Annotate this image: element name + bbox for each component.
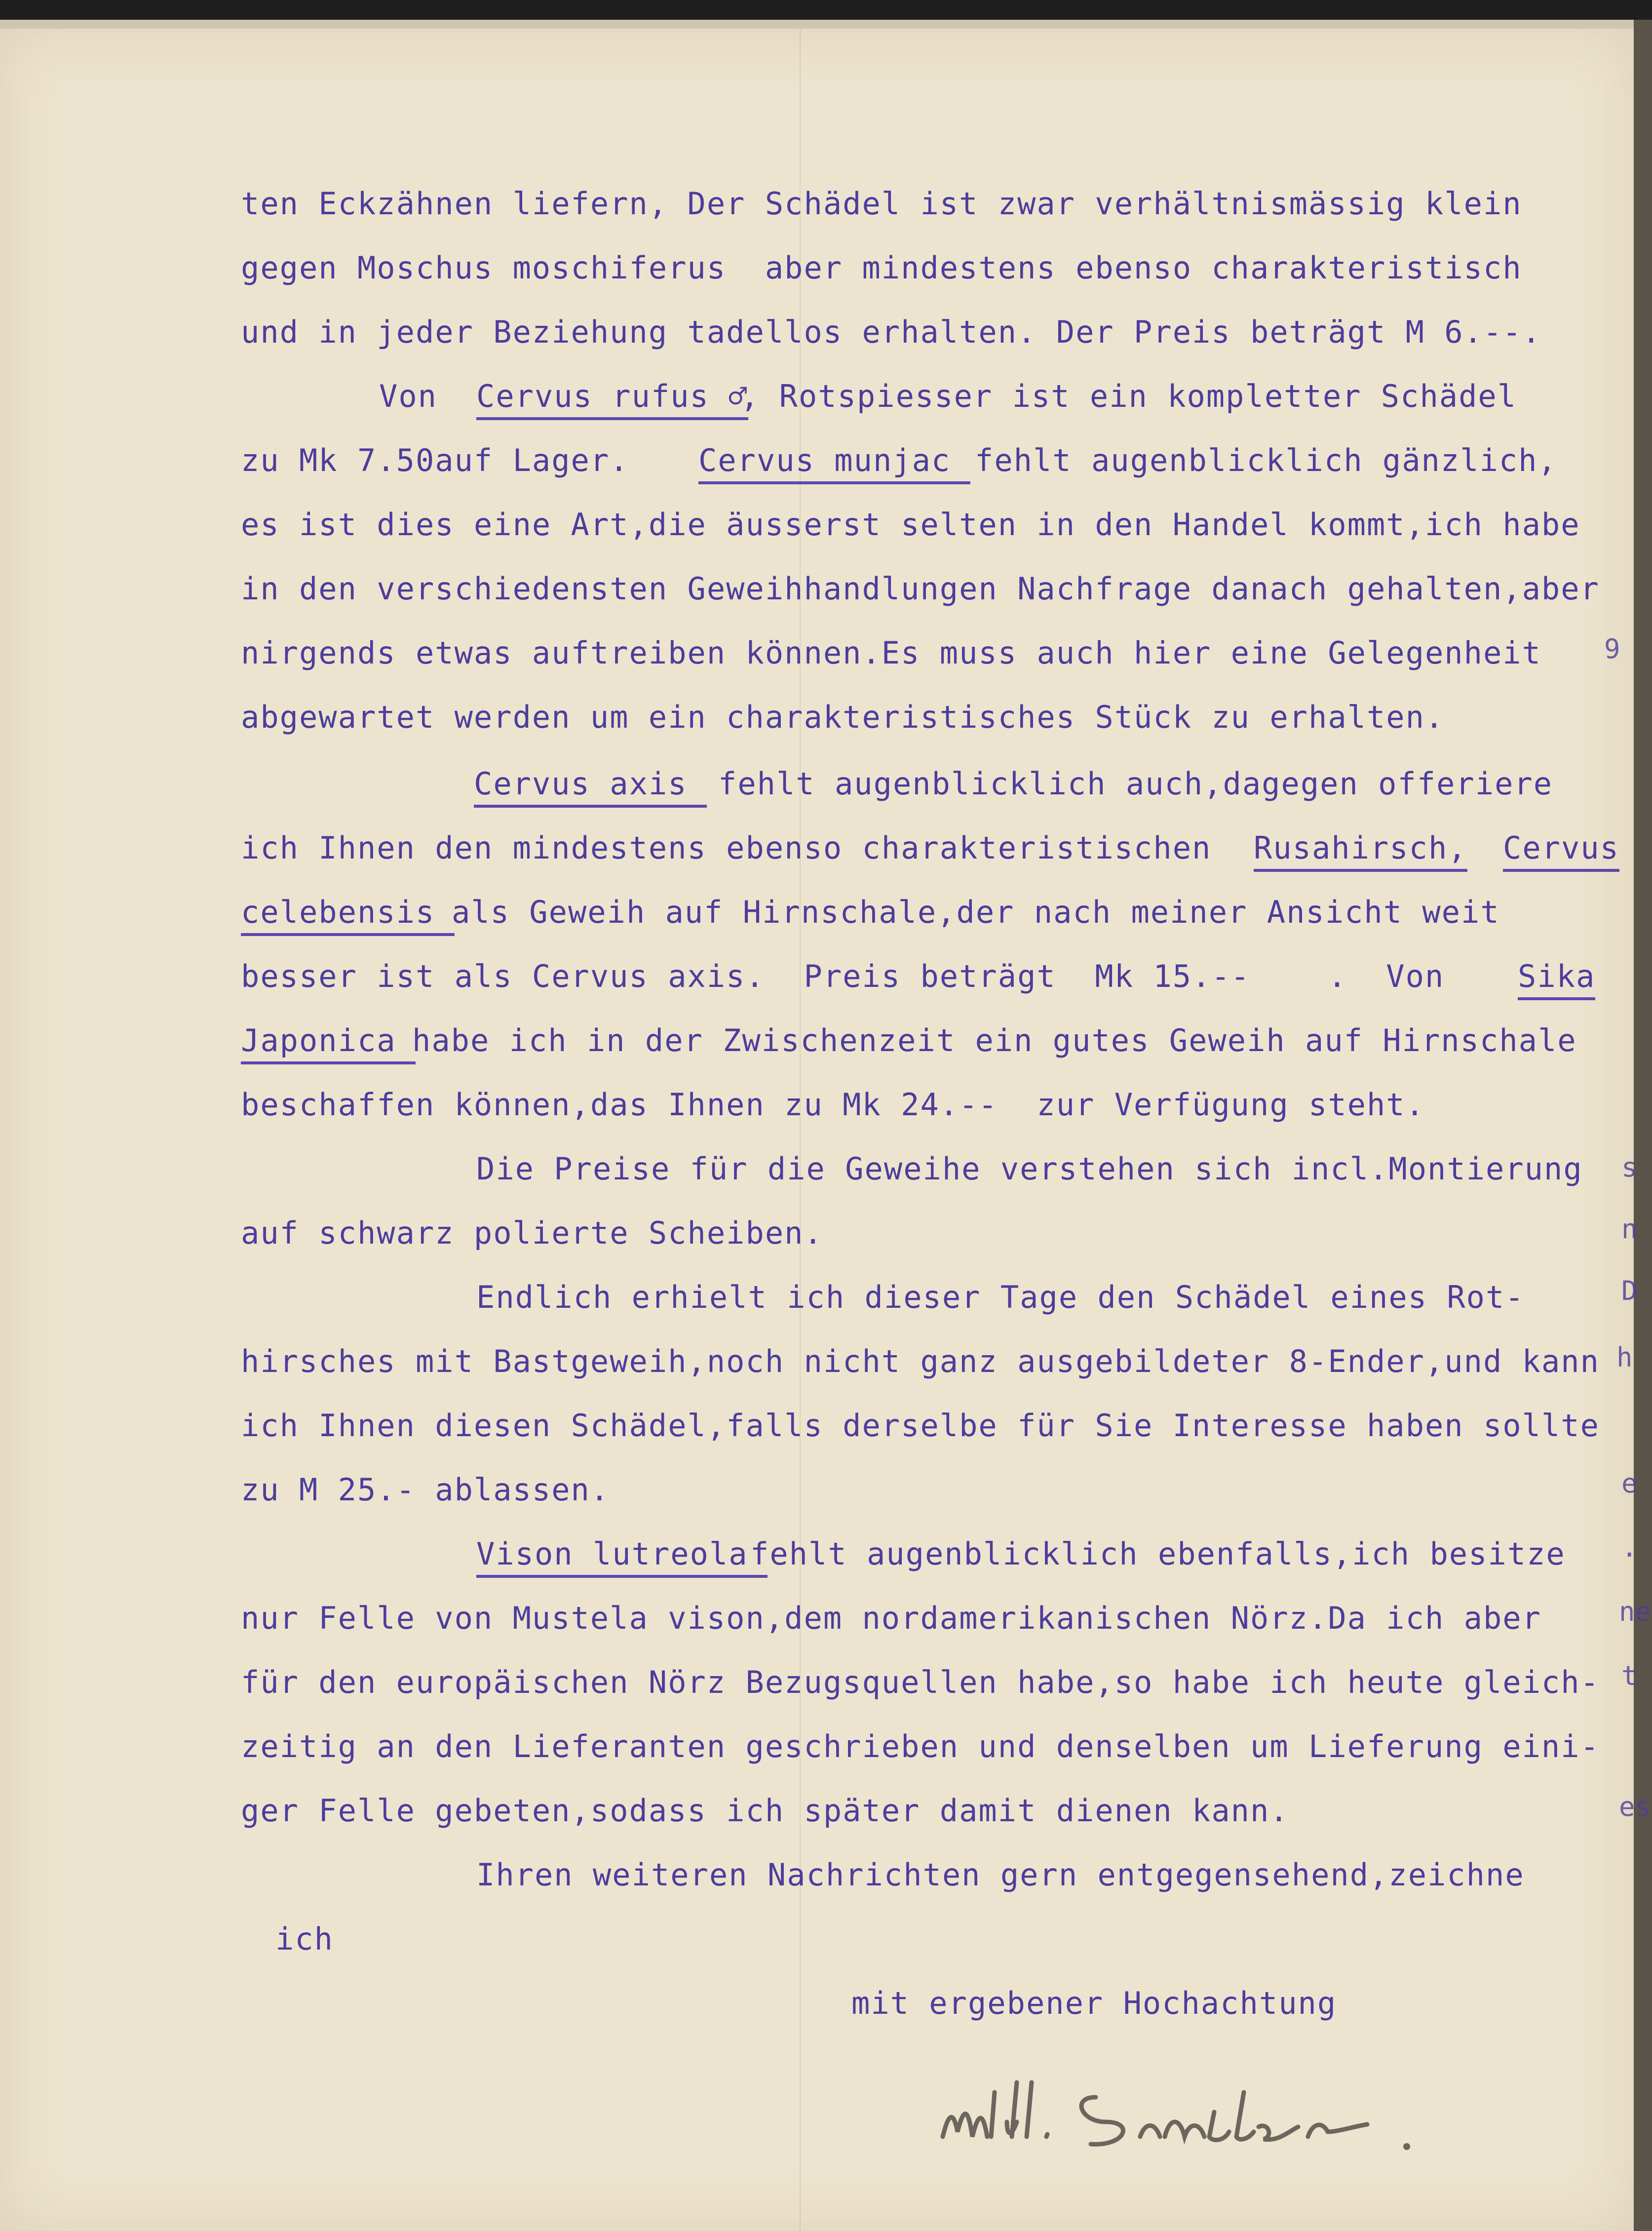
edge-fragment: . [1621, 1532, 1638, 1563]
letter-line: besser ist als Cervus axis. Preis beträgt Mk 15.-- . Von Sika [0, 957, 1634, 996]
letter-line: in den verschiedensten Geweihhandlungen Nachfrage danach gehalten,aber [241, 571, 1600, 607]
letter-line: ich Ihnen diesen Schädel,falls derselbe für Sie Interesse haben sollte [241, 1408, 1600, 1444]
letter-line: Von Cervus rufus ♂ , Rotspiesser ist ein kompletter Schädel [0, 377, 1634, 416]
edge-fragment: es [1619, 1791, 1652, 1822]
species-name: Sika [1518, 957, 1595, 1000]
edge-fragment: n [1621, 1213, 1638, 1245]
paper-fold [800, 29, 801, 2231]
letter-line: ich [275, 1921, 334, 1957]
letter-page [0, 29, 1652, 2231]
edge-fragment: s [1621, 1152, 1638, 1183]
edge-fragment: 9 [1604, 633, 1620, 665]
letter-line: gegen Moschus moschiferus aber mindestens ebenso charakteristisch [241, 250, 1522, 286]
letter-line: hirsches mit Bastgeweih,noch nicht ganz ausgebildeter 8-Ender,und kann [241, 1343, 1600, 1379]
edge-fragment: D [1621, 1275, 1638, 1306]
closing-line: mit ergebener Hochachtung [851, 1985, 1337, 2021]
species-name: Cervus [1503, 828, 1619, 872]
species-name: Rusahirsch, [1254, 828, 1467, 872]
letter-line: zu Mk 7.50auf Lager. Cervus munjac fehlt augenblicklich gänzlich, [0, 441, 1634, 480]
species-name: Cervus axis [474, 764, 707, 808]
edge-fragment: e [1621, 1468, 1638, 1499]
edge-fragment: t [1621, 1660, 1638, 1691]
adjacent-page-strip [1634, 20, 1652, 2231]
dark-border [0, 0, 1652, 20]
letter-line: für den europäischen Nörz Bezugsquellen habe,so habe ich heute gleich- [241, 1664, 1600, 1700]
letter-line: auf schwarz polierte Scheiben. [241, 1215, 823, 1251]
letter-line: es ist dies eine Art,die äusserst selten in den Handel kommt,ich habe [241, 507, 1580, 543]
letter-line: Vison lutreola fehlt augenblicklich ebenfalls,ich besitze [0, 1534, 1634, 1574]
letter-line: ger Felle gebeten,sodass ich später damit dienen kann. [241, 1793, 1289, 1829]
letter-line: zu M 25.- ablassen. [241, 1472, 610, 1508]
handwritten-signature [933, 2063, 1417, 2171]
species-name: Cervus rufus ♂ [476, 377, 748, 420]
letter-line: celebensis als Geweih auf Hirnschale,der nach meiner Ansicht weit [0, 893, 1634, 932]
species-name: Vison lutreola [476, 1534, 768, 1578]
letter-line: Die Preise für die Geweihe verstehen sich incl.Montierung [476, 1151, 1583, 1187]
letter-line: nur Felle von Mustela vison,dem nordamerikanischen Nörz.Da ich aber [241, 1600, 1541, 1636]
letter-line: ten Eckzähnen liefern, Der Schädel ist zwar verhältnismässig klein [241, 186, 1522, 222]
letter-line: zeitig an den Lieferanten geschrieben und denselben um Lieferung eini- [241, 1728, 1600, 1764]
letter-line: nirgends etwas auftreiben können.Es muss auch hier eine Gelegenheit [241, 635, 1541, 671]
letter-line: abgewartet werden um ein charakteristisches Stück zu erhalten. [241, 699, 1445, 735]
species-name: Cervus munjac [698, 441, 970, 484]
edge-fragment: ne [1619, 1596, 1652, 1627]
species-name: celebensis [241, 893, 455, 936]
species-name: Japonica [241, 1021, 416, 1064]
letter-line: Endlich erhielt ich dieser Tage den Schädel eines Rot- [476, 1279, 1525, 1315]
edge-fragment: h [1616, 1342, 1633, 1373]
letter-line: ich Ihnen den mindestens ebenso charakteristischen Rusahirsch, Cervus [0, 828, 1634, 868]
letter-line: beschaffen können,das Ihnen zu Mk 24.-- zur Verfügung steht. [241, 1087, 1425, 1123]
letter-line: Cervus axis fehlt augenblicklich auch,dagegen offeriere [0, 764, 1634, 804]
letter-line: und in jeder Beziehung tadellos erhalten. Der Preis beträgt M 6.--. [241, 314, 1541, 350]
letter-line: Ihren weiteren Nachrichten gern entgegensehend,zeichne [476, 1857, 1525, 1893]
letter-line: Japonica habe ich in der Zwischenzeit ein gutes Geweih auf Hirnschale [0, 1021, 1634, 1060]
